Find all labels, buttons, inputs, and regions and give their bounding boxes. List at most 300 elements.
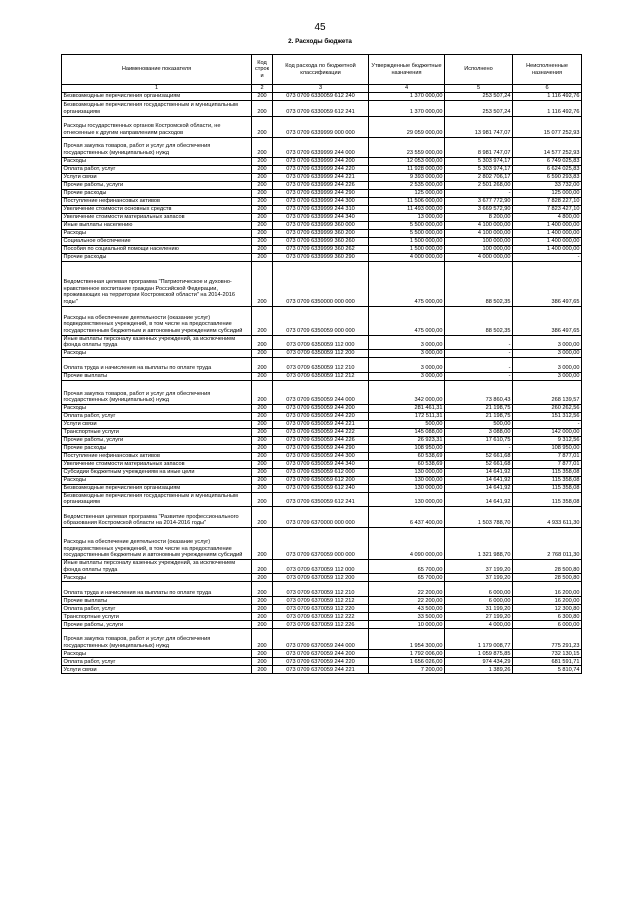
row-line-code: 200 [252,306,273,335]
row-classification-code: 073 0709 6339999 244 000 [273,137,369,157]
row-name: Оплата труда и начисления на выплаты по оплате труда [62,357,252,372]
row-classification-code: 073 0709 6370000 000 000 [273,506,369,527]
row-classification-code: 073 0709 6350059 244 290 [273,444,369,452]
table-row [62,444,582,452]
row-line-code: 200 [252,605,273,613]
row-line-code: 200 [252,650,273,658]
row-executed-amount: 88 502,35 [445,261,513,306]
table-row [62,357,582,372]
row-approved-amount: 5 500 000,00 [369,229,445,237]
row-approved-amount: 65 700,00 [369,574,445,582]
row-approved-amount: 3 000,00 [369,335,445,349]
row-executed-amount: 14 641,92 [445,492,513,506]
row-name: Поступление нефинансовых активов [62,452,252,460]
row-classification-code: 073 0709 6339999 244 221 [273,173,369,181]
row-classification-code: 073 0709 6350059 000 000 [273,306,369,335]
row-name: Безвозмездные перечисления государственным и муниципальным организациям [62,100,252,116]
row-classification-code: 073 0709 6339999 244 200 [273,157,369,165]
row-line-code: 200 [252,658,273,666]
row-line-code: 200 [252,559,273,573]
row-line-code: 200 [252,116,273,137]
row-line-code: 200 [252,613,273,621]
row-classification-code: 073 0709 6370059 244 000 [273,629,369,650]
table-row [62,306,582,335]
row-name: Пособия по социальной помощи населению [62,245,252,253]
row-approved-amount: 108 950,00 [369,444,445,452]
table-row [62,650,582,658]
column-header-executed: Исполнено [445,55,513,85]
row-executed-amount: 8 200,00 [445,213,513,221]
row-approved-amount: 4 000 000,00 [369,253,445,261]
row-executed-amount: 14 641,92 [445,468,513,476]
row-approved-amount: 60 538,69 [369,452,445,460]
row-unexecuted-amount: 260 262,56 [513,404,582,412]
row-approved-amount: 1 500 000,00 [369,245,445,253]
row-unexecuted-amount: 108 950,00 [513,444,582,452]
row-name: Расходы [62,476,252,484]
table-row [62,229,582,237]
row-executed-amount: 6 000,00 [445,582,513,597]
row-classification-code: 073 0709 6339999 244 220 [273,165,369,173]
row-name: Социальное обеспечение [62,237,252,245]
table-row [62,666,582,674]
row-name: Расходы [62,229,252,237]
row-classification-code: 073 0709 6350059 112 000 [273,335,369,349]
table-row [62,157,582,165]
row-name: Оплата работ, услуг [62,605,252,613]
table-row [62,460,582,468]
row-unexecuted-amount: 3 000,00 [513,357,582,372]
row-unexecuted-amount: 33 732,00 [513,181,582,189]
table-row [62,372,582,380]
row-executed-amount: 1 059 875,85 [445,650,513,658]
row-approved-amount: 13 000,00 [369,213,445,221]
row-name: Прочие расходы [62,253,252,261]
row-unexecuted-amount: 1 400 000,00 [513,237,582,245]
row-classification-code: 073 0709 6370059 000 000 [273,527,369,559]
row-line-code: 200 [252,261,273,306]
row-classification-code: 073 0709 6370059 112 210 [273,582,369,597]
row-unexecuted-amount: 12 300,80 [513,605,582,613]
row-executed-amount: 1 179 008,77 [445,629,513,650]
row-approved-amount: 10 000,00 [369,621,445,629]
row-line-code: 200 [252,492,273,506]
row-executed-amount: 3 669 572,90 [445,205,513,213]
row-approved-amount: 3 000,00 [369,349,445,357]
table-row [62,261,582,306]
page-number: 45 [314,22,326,33]
row-line-code: 200 [252,428,273,436]
row-name: Прочая закупка товаров, работ и услуг для обеспечения государственных (муниципальных) нужд [62,380,252,404]
column-number: 6 [513,85,582,93]
row-executed-amount: 500,00 [445,420,513,428]
row-name: Прочие выплаты [62,597,252,605]
column-header-unexecuted: Неисполненные назначения [513,55,582,85]
row-unexecuted-amount: 125 000,00 [513,189,582,197]
row-unexecuted-amount: 151 312,56 [513,412,582,420]
table-row [62,452,582,460]
row-approved-amount: 1 500 000,00 [369,237,445,245]
row-approved-amount: 7 200,00 [369,666,445,674]
row-line-code: 200 [252,666,273,674]
row-line-code: 200 [252,349,273,357]
row-name: Прочие работы, услуги [62,436,252,444]
row-executed-amount: 21 198,75 [445,404,513,412]
table-row [62,137,582,157]
table-row [62,412,582,420]
row-classification-code: 073 0709 6339999 244 340 [273,213,369,221]
column-number: 1 [62,85,252,93]
table-row [62,613,582,621]
row-name: Оплата работ, услуг [62,165,252,173]
row-unexecuted-amount: 775 291,23 [513,629,582,650]
row-executed-amount: 37 199,20 [445,559,513,573]
row-approved-amount: 9 393 000,00 [369,173,445,181]
row-unexecuted-amount: 386 497,65 [513,306,582,335]
row-unexecuted-amount: 6 590 293,83 [513,173,582,181]
row-line-code: 200 [252,574,273,582]
row-classification-code: 073 0709 6350059 612 200 [273,476,369,484]
row-executed-amount: 253 507,24 [445,100,513,116]
row-unexecuted-amount: 115 358,08 [513,468,582,476]
row-classification-code: 073 0709 6350059 612 000 [273,468,369,476]
row-executed-amount: - [445,444,513,452]
table-row [62,484,582,492]
row-approved-amount: 130 000,00 [369,492,445,506]
row-name: Увеличение стоимости основных средств [62,205,252,213]
row-approved-amount: 33 500,00 [369,613,445,621]
row-line-code: 200 [252,420,273,428]
row-line-code: 200 [252,100,273,116]
row-name: Транспортные услуги [62,428,252,436]
row-executed-amount: 52 661,68 [445,460,513,468]
row-classification-code: 073 0709 6339999 360 290 [273,253,369,261]
row-approved-amount: 1 370 000,00 [369,100,445,116]
row-unexecuted-amount: 9 312,56 [513,436,582,444]
row-name: Прочие работы, услуги [62,181,252,189]
column-header-classification: Код расхода по бюджетной классификации [273,55,369,85]
row-approved-amount: 130 000,00 [369,476,445,484]
row-classification-code: 073 0709 6339999 244 290 [273,189,369,197]
column-header-name: Наименование показателя [62,55,252,85]
row-executed-amount: 88 502,35 [445,306,513,335]
row-name: Оплата труда и начисления на выплаты по оплате труда [62,582,252,597]
row-name: Расходы на обеспечение деятельности (оказание услуг) подведомственных учреждений, в том числе на предоставление государственным бюджетным и автономным учреждениям субсидий [62,306,252,335]
row-executed-amount: 27 199,20 [445,613,513,621]
row-line-code: 200 [252,404,273,412]
row-line-code: 200 [252,221,273,229]
row-unexecuted-amount: 7 823 427,10 [513,205,582,213]
table-row [62,173,582,181]
row-line-code: 200 [252,189,273,197]
table-row [62,197,582,205]
row-name: Прочие расходы [62,189,252,197]
row-classification-code: 073 0709 6350059 244 000 [273,380,369,404]
row-unexecuted-amount: 115 358,08 [513,484,582,492]
row-approved-amount: 43 500,00 [369,605,445,613]
table-row [62,428,582,436]
row-name: Иные выплаты населению [62,221,252,229]
row-line-code: 200 [252,372,273,380]
row-approved-amount: 130 000,00 [369,484,445,492]
row-executed-amount: - [445,349,513,357]
table-row [62,582,582,597]
column-number: 4 [369,85,445,93]
row-classification-code: 073 0709 6350059 244 300 [273,452,369,460]
table-row [62,189,582,197]
row-unexecuted-amount: 6 624 025,83 [513,165,582,173]
row-classification-code: 073 0709 6350059 244 340 [273,460,369,468]
row-unexecuted-amount: 1 400 000,00 [513,229,582,237]
row-line-code: 200 [252,357,273,372]
row-classification-code: 073 0709 6350059 612 241 [273,492,369,506]
row-line-code: 200 [252,452,273,460]
column-number: 3 [273,85,369,93]
row-line-code: 200 [252,173,273,181]
row-name: Прочие расходы [62,444,252,452]
row-approved-amount: 172 511,31 [369,412,445,420]
row-line-code: 200 [252,197,273,205]
row-approved-amount: 5 500 000,00 [369,221,445,229]
row-line-code: 200 [252,213,273,221]
row-line-code: 200 [252,137,273,157]
row-classification-code: 073 0709 6350059 244 220 [273,412,369,420]
table-row [62,100,582,116]
row-classification-code: 073 0709 6339999 244 310 [273,205,369,213]
row-unexecuted-amount: 115 358,08 [513,476,582,484]
table-row [62,506,582,527]
table-row [62,492,582,506]
row-classification-code: 073 0709 6350059 112 200 [273,349,369,357]
row-line-code: 200 [252,335,273,349]
row-line-code: 200 [252,380,273,404]
row-executed-amount: - [445,357,513,372]
row-name: Субсидии бюджетным учреждениям на иные цели [62,468,252,476]
row-approved-amount: 281 461,31 [369,404,445,412]
row-executed-amount: - [445,372,513,380]
row-unexecuted-amount: 1 400 000,00 [513,221,582,229]
row-approved-amount: 475 000,00 [369,306,445,335]
row-executed-amount: 31 199,20 [445,605,513,613]
table-row [62,92,582,100]
row-approved-amount: 130 000,00 [369,468,445,476]
row-classification-code: 073 0709 6350059 244 200 [273,404,369,412]
row-unexecuted-amount: 2 768 011,30 [513,527,582,559]
row-approved-amount: 342 000,00 [369,380,445,404]
table-row [62,605,582,613]
row-classification-code: 073 0709 6370059 112 222 [273,613,369,621]
row-classification-code: 073 0709 6350059 244 221 [273,420,369,428]
table-row [62,436,582,444]
row-executed-amount: 100 000,00 [445,237,513,245]
table-row [62,349,582,357]
header-row [62,55,582,85]
row-unexecuted-amount: 386 497,65 [513,261,582,306]
column-header-line-code: Код строк и [252,55,273,85]
row-approved-amount: 6 437 400,00 [369,506,445,527]
table-row [62,165,582,173]
table-row [62,527,582,559]
row-approved-amount: 125 000,00 [369,189,445,197]
table-row [62,221,582,229]
row-executed-amount: 2 501 268,00 [445,181,513,189]
row-unexecuted-amount: 16 200,00 [513,582,582,597]
row-executed-amount: 3 088,00 [445,428,513,436]
table-row [62,597,582,605]
row-unexecuted-amount: - [513,420,582,428]
table-row [62,420,582,428]
row-unexecuted-amount: - [513,253,582,261]
row-classification-code: 073 0709 6370059 244 200 [273,650,369,658]
row-executed-amount: 253 507,24 [445,92,513,100]
row-line-code: 200 [252,92,273,100]
row-executed-amount: 1 321 988,70 [445,527,513,559]
row-unexecuted-amount: 7 828 227,10 [513,197,582,205]
row-approved-amount: 11 493 000,00 [369,205,445,213]
row-classification-code: 073 0709 6370059 244 221 [273,666,369,674]
row-executed-amount: 100 000,00 [445,245,513,253]
row-classification-code: 073 0709 6370059 112 000 [273,559,369,573]
row-approved-amount: 26 923,31 [369,436,445,444]
row-executed-amount: 3 677 772,90 [445,197,513,205]
column-number: 5 [445,85,513,93]
column-header-approved: Утвержденные бюджетные назначения [369,55,445,85]
row-executed-amount: - [445,335,513,349]
row-classification-code: 073 0709 6339999 360 262 [273,245,369,253]
row-approved-amount: 11 506 000,00 [369,197,445,205]
row-unexecuted-amount: 6 300,80 [513,613,582,621]
row-name: Расходы [62,349,252,357]
row-name: Ведомственная целевая программа "Патриотическое и духовно-нравственное воспитание граждан Российской Федерации, проживающих на территории Костромской области" на 2014-2016 годы" [62,261,252,306]
row-name: Оплата работ, услуг [62,658,252,666]
row-approved-amount: 65 700,00 [369,559,445,573]
row-unexecuted-amount: 4 800,00 [513,213,582,221]
row-line-code: 200 [252,484,273,492]
row-executed-amount: 2 802 706,17 [445,173,513,181]
row-classification-code: 073 0709 6339999 244 300 [273,197,369,205]
row-line-code: 200 [252,181,273,189]
row-classification-code: 073 0709 6370059 244 220 [273,658,369,666]
row-approved-amount: 145 088,00 [369,428,445,436]
budget-expenses-table [61,54,582,674]
row-name: Услуги связи [62,420,252,428]
row-executed-amount: 5 303 974,17 [445,165,513,173]
row-name: Услуги связи [62,173,252,181]
row-name: Расходы государственных органов Костромской области, не отнесенные к другим направлениям расходов [62,116,252,137]
table-row [62,621,582,629]
row-executed-amount: 4 000 000,00 [445,253,513,261]
row-unexecuted-amount: 28 500,80 [513,574,582,582]
row-classification-code: 073 0709 6339999 360 260 [273,237,369,245]
row-line-code: 200 [252,245,273,253]
row-unexecuted-amount: 15 077 252,93 [513,116,582,137]
table-row [62,629,582,650]
row-name: Оплата работ, услуг [62,412,252,420]
row-unexecuted-amount: 268 139,57 [513,380,582,404]
table-body [62,92,582,674]
row-name: Транспортные услуги [62,613,252,621]
row-classification-code: 073 0709 6350059 612 240 [273,484,369,492]
row-unexecuted-amount: 6 749 025,83 [513,157,582,165]
row-classification-code: 073 0709 6370059 112 212 [273,597,369,605]
row-name: Поступление нефинансовых активов [62,197,252,205]
row-classification-code: 073 0709 6339999 360 000 [273,221,369,229]
row-approved-amount: 22 200,00 [369,582,445,597]
row-name: Прочие работы, услуги [62,621,252,629]
row-name: Расходы [62,650,252,658]
row-line-code: 200 [252,237,273,245]
table-row [62,335,582,349]
row-approved-amount: 475 000,00 [369,261,445,306]
row-unexecuted-amount: 3 000,00 [513,349,582,357]
row-unexecuted-amount: 28 500,80 [513,559,582,573]
row-classification-code: 073 0709 6330059 612 240 [273,92,369,100]
row-line-code: 200 [252,229,273,237]
table-row [62,476,582,484]
table-row [62,380,582,404]
row-classification-code: 073 0709 6370059 112 226 [273,621,369,629]
row-name: Расходы [62,404,252,412]
row-unexecuted-amount: 142 000,00 [513,428,582,436]
row-classification-code: 073 0709 6350000 000 000 [273,261,369,306]
row-line-code: 200 [252,621,273,629]
row-classification-code: 073 0709 6330059 612 241 [273,100,369,116]
row-approved-amount: 60 538,69 [369,460,445,468]
table-row [62,559,582,573]
row-executed-amount: 1 503 788,70 [445,506,513,527]
row-executed-amount: 5 303 974,17 [445,157,513,165]
row-name: Прочая закупка товаров, работ и услуг для обеспечения государственных (муниципальных) нужд [62,629,252,650]
row-name: Увеличение стоимости материальных запасов [62,460,252,468]
row-line-code: 200 [252,527,273,559]
table-row [62,245,582,253]
row-classification-code: 073 0709 6350059 244 222 [273,428,369,436]
table-row [62,213,582,221]
row-unexecuted-amount: 1 116 492,76 [513,92,582,100]
row-classification-code: 073 0709 6350059 112 212 [273,372,369,380]
row-name: Безвозмездные перечисления государственным и муниципальным организациям [62,492,252,506]
row-line-code: 200 [252,476,273,484]
row-executed-amount: 52 661,68 [445,452,513,460]
row-line-code: 200 [252,436,273,444]
row-line-code: 200 [252,597,273,605]
row-approved-amount: 4 090 000,00 [369,527,445,559]
row-approved-amount: 12 053 000,00 [369,157,445,165]
table-row [62,253,582,261]
row-unexecuted-amount: 4 933 611,30 [513,506,582,527]
row-approved-amount: 1 370 000,00 [369,92,445,100]
row-unexecuted-amount: 6 000,00 [513,621,582,629]
row-executed-amount: 974 434,29 [445,658,513,666]
row-approved-amount: 2 535 000,00 [369,181,445,189]
row-approved-amount: 23 559 000,00 [369,137,445,157]
table-row [62,237,582,245]
row-approved-amount: 11 928 000,00 [369,165,445,173]
row-line-code: 200 [252,165,273,173]
row-executed-amount: 4 100 000,00 [445,229,513,237]
row-name: Прочая закупка товаров, работ и услуг для обеспечения государственных (муниципальных) нужд [62,137,252,157]
row-executed-amount: 4 000,00 [445,621,513,629]
row-name: Расходы [62,574,252,582]
row-executed-amount: 6 000,00 [445,597,513,605]
table-row [62,658,582,666]
row-line-code: 200 [252,629,273,650]
row-classification-code: 073 0709 6370059 112 220 [273,605,369,613]
row-approved-amount: 3 000,00 [369,372,445,380]
row-executed-amount: 21 198,75 [445,412,513,420]
row-unexecuted-amount: 3 000,00 [513,372,582,380]
row-name: Прочие выплаты [62,372,252,380]
